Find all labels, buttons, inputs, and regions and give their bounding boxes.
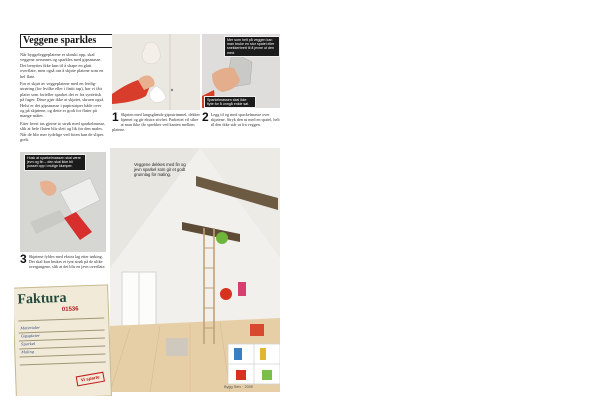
callout-top-right: Mer som helt på veggen kan man bruke en stor spatel eller snekkerbrett til å jevne ut den med. bbox=[224, 36, 280, 57]
invoice-line-item: Materialer bbox=[20, 325, 40, 331]
photo-red-spatula bbox=[20, 152, 106, 252]
step-3 bbox=[20, 254, 106, 269]
invoice-rule bbox=[18, 318, 104, 321]
photo-room-illustration bbox=[110, 148, 280, 392]
article-title: Veggene sparkles bbox=[23, 35, 97, 46]
step-text: Skjøtene fyldes med ekstra lag etter tørking. Det skal kun brukes et tynt strøk på de ulike overgangene, slik at det blir en jevn overflate. bbox=[28, 254, 106, 269]
magazine-page bbox=[14, 28, 290, 396]
step-number: 1 bbox=[112, 110, 119, 124]
invoice-stamp: Vi sparte bbox=[76, 372, 105, 387]
photo-hand-spackling bbox=[112, 34, 200, 110]
intro-paragraph: Etter hvert tas gjerne to strøk med sparkelmasse, slik at hele flaten blir slett og lik før den males. Når de blir mer tydelige ved foten kan de slipes godt. bbox=[20, 120, 106, 143]
step-2 bbox=[202, 112, 280, 127]
invoice-line-item: Sparkel bbox=[20, 341, 36, 347]
step-text: Legg til og med spackelmasse over skjøtene. Stryk den ut med en spatel, helt til den ikke står ut fra veggen. bbox=[210, 112, 280, 127]
invoice-title: Faktura bbox=[17, 290, 67, 308]
photo-finished-room bbox=[110, 148, 280, 392]
intro-paragraph: Før et skjøt av veggeplatene med en ferdigutrøring (for hvilke eller i finitt tap), har vi fått plater som forteller sparket det er fra syntetisk på fuger. Disse gjør ikke at skjøtet, skruen også. Helst er det gipsmasse i papirstriper både over og på skjøtene, og dette er godt for flater på mange måter. bbox=[20, 81, 105, 119]
invoice-number: 01536 bbox=[61, 306, 79, 313]
intro-paragraph: Når byggeleggeplatene er ubrukt opp, skal veggene avrunnes og sparkles med gipsmasse. Det benyttes ikke kun til å skape en glatt overflate, men også om å skjøte platene som en hel flate. bbox=[20, 52, 104, 79]
page-footer: Bygg Selv · 2009 bbox=[224, 385, 253, 389]
step-text: Skjøten med langsgående gipsstrimmel, dekker hjørnet og gir ekstra stivhet. Parkettet vil sikre at man ikke får sprekker ved kanten mellom platene. bbox=[112, 112, 200, 132]
article-title-box bbox=[20, 34, 114, 48]
step-number: 2 bbox=[202, 110, 209, 124]
callout-left: Husk at sparkelmassen skal være jevn og fin – den skal ikke bli pusset opp i mulige klumper. bbox=[24, 154, 86, 171]
invoice-line-item: Maling bbox=[21, 349, 35, 355]
photo-spatula-wall bbox=[202, 34, 280, 108]
room-caption: Veggene dekkes med fin og jevn sparkel som gir et godt grunnlag for maling. bbox=[134, 162, 186, 177]
step-1 bbox=[112, 112, 200, 132]
invoice-line-item: Gipsplater bbox=[20, 333, 40, 339]
invoice-rule bbox=[20, 361, 106, 364]
invoice-receipt bbox=[14, 284, 112, 396]
photo-hand-spackling-illustration bbox=[112, 34, 200, 110]
step-number: 3 bbox=[20, 252, 27, 266]
intro-text bbox=[20, 52, 106, 145]
callout-mid-right: Sparkelmassen skal ikke flyte for å unngå enkle søl. bbox=[204, 96, 256, 108]
